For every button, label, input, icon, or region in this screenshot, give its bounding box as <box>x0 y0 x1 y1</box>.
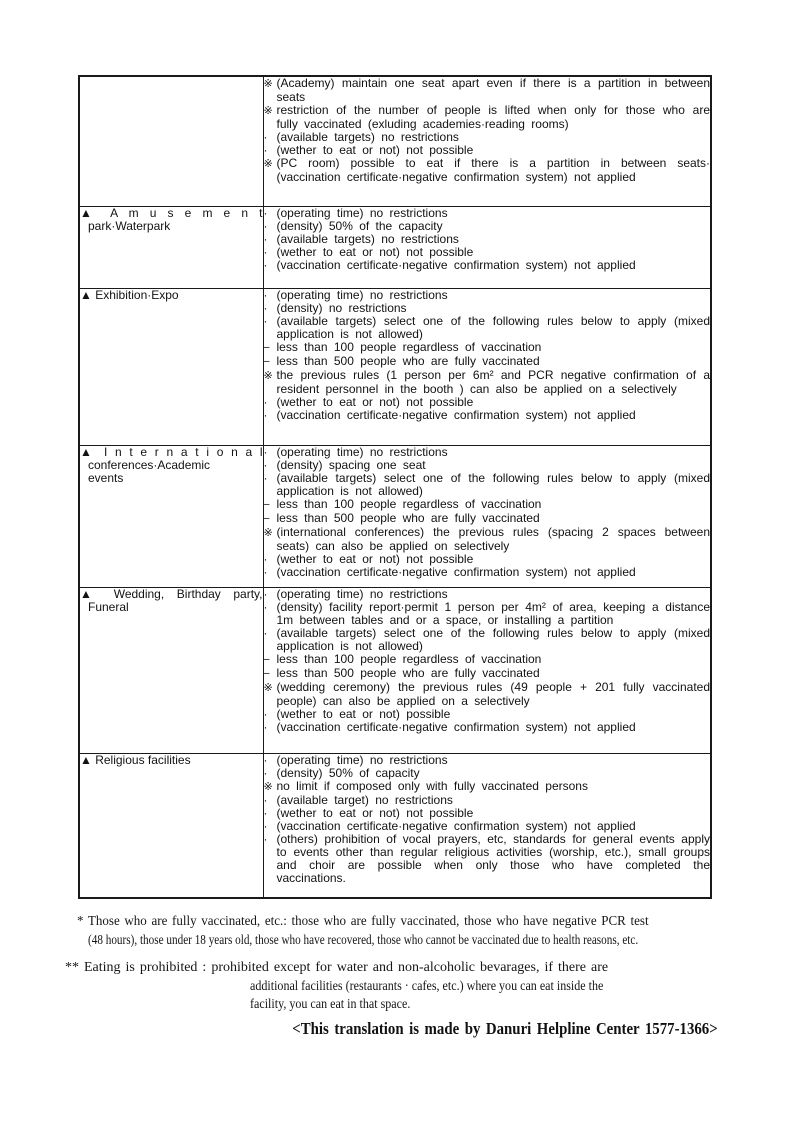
rule-item: ※ the previous rules (1 person per 6m² and PCR negative confirmation of a resident personnel in the booth ) can also be applied on a selectively <box>263 368 710 396</box>
category-label-line: events <box>88 471 124 485</box>
dot-bullet-icon: · <box>263 565 268 579</box>
translation-credit: <This translation is made by Danuri Helpline Center 1577-1366> <box>292 1019 718 1038</box>
rule-item: · (available targets) select one of the following rules below to apply (mixed application is not allowed) <box>263 626 710 653</box>
dash-bullet-icon: − <box>263 499 270 511</box>
reference-mark-icon: ※ <box>263 682 273 694</box>
rule-item: · (available targets) no restrictions <box>263 130 459 144</box>
rules-table <box>78 75 712 899</box>
dash-bullet-icon: − <box>263 668 270 680</box>
table-row <box>79 289 711 446</box>
dot-bullet-icon: · <box>263 832 268 846</box>
rule-item: − less than 500 people who are fully vaccinated <box>263 666 540 680</box>
footnote-line: ** Eating is prohibited : prohibited except for water and non-alcoholic bevarages, if there are <box>65 960 609 975</box>
dot-bullet-icon: · <box>263 766 268 780</box>
dot-bullet-icon: · <box>263 600 268 614</box>
dot-bullet-icon: · <box>263 819 268 833</box>
dot-bullet-icon: · <box>263 207 268 220</box>
reference-mark-icon: ※ <box>263 78 273 90</box>
category-cell <box>79 76 263 207</box>
reference-mark-icon: ※ <box>263 105 273 117</box>
dot-bullet-icon: · <box>263 258 268 272</box>
table-row <box>79 76 711 207</box>
rule-item: · (wether to eat or not) not possible <box>263 143 474 157</box>
rule-item: ※ no limit if composed only with fully vaccinated persons <box>263 779 588 793</box>
rules-cell <box>263 289 711 446</box>
rules-cell <box>263 446 711 588</box>
rule-item: ※ (international conferences) the previous rules (spacing 2 spaces between seats) can also be applied on selectively <box>263 525 710 553</box>
rule-item: · (operating time) no restrictions <box>263 588 448 601</box>
category-label-line: ▲ Wedding, Birthday party, <box>80 587 263 601</box>
rule-item: · (available targets) no restrictions <box>263 232 459 246</box>
dot-bullet-icon: · <box>263 446 268 459</box>
rule-item: ※ (wedding ceremony) the previous rules (49 people + 201 fully vaccinated people) can also be applied on a selectively <box>263 680 710 708</box>
dash-bullet-icon: − <box>263 342 270 354</box>
rule-item: · (wether to eat or not) not possible <box>263 806 474 820</box>
rule-item: · (wether to eat or not) not possible <box>263 395 474 409</box>
footnote-line: additional facilities (restaurants · cafes, etc.) where you can eat inside the <box>250 978 604 994</box>
rules-cell <box>263 754 711 899</box>
dot-bullet-icon: · <box>263 552 268 566</box>
dot-bullet-icon: · <box>263 793 268 807</box>
category-cell <box>79 588 263 754</box>
table-row <box>79 446 711 588</box>
rule-item: · (vaccination certificate·negative confirmation system) not applied <box>263 408 636 422</box>
rule-item: · (vaccination certificate·negative confirmation system) not applied <box>263 258 636 272</box>
category-cell <box>79 289 263 446</box>
footnote-line: facility, you can eat in that space. <box>250 997 411 1012</box>
category-label-line: ▲ A m u s e m e n t <box>80 206 263 220</box>
dot-bullet-icon: · <box>263 232 268 246</box>
category-label-line: ▲ Exhibition·Expo <box>80 288 179 302</box>
dot-bullet-icon: · <box>263 289 268 302</box>
rule-item: · (vaccination certificate·negative confirmation system) not applied <box>263 565 636 579</box>
rule-item: ※ restriction of the number of people is lifted when only for those who are fully vaccinated (exluding academies·reading rooms) <box>263 103 710 131</box>
dash-bullet-icon: − <box>263 513 270 525</box>
category-cell <box>79 446 263 588</box>
rule-item: · (operating time) no restrictions <box>263 446 448 459</box>
rule-item: − less than 500 people who are fully vaccinated <box>263 511 540 525</box>
reference-mark-icon: ※ <box>263 527 273 539</box>
footnote-eating-prohibited <box>65 959 661 1015</box>
rule-item: · (vaccination certificate·negative confirmation system) not applied <box>263 720 636 734</box>
footnote-fully-vaccinated <box>77 913 776 950</box>
dot-bullet-icon: · <box>263 408 268 422</box>
rule-item: · (wether to eat or not) possible <box>263 707 451 721</box>
table-row <box>79 207 711 289</box>
rule-item: · (density) 50% of the capacity <box>263 219 443 233</box>
reference-mark-icon: ※ <box>263 781 273 793</box>
category-label-line: conferences·Academic <box>88 458 211 472</box>
rule-item: · (density) 50% of capacity <box>263 766 420 780</box>
dot-bullet-icon: · <box>263 720 268 734</box>
table-row <box>79 588 711 754</box>
rule-item: · (operating time) no restrictions <box>263 289 448 302</box>
dot-bullet-icon: · <box>263 301 268 315</box>
rule-item: − less than 100 people regardless of vaccination <box>263 340 542 354</box>
rule-item: · (density) facility report·permit 1 person per 4m² of area, keeping a distance 1m between tables and or a space, or installing a partition <box>263 600 710 627</box>
table-row <box>79 754 711 899</box>
dot-bullet-icon: · <box>263 143 268 157</box>
category-label-line: Funeral <box>88 600 129 614</box>
dot-bullet-icon: · <box>263 458 268 472</box>
category-label-line: ▲ Religious facilities <box>80 753 191 767</box>
dot-bullet-icon: · <box>263 219 268 233</box>
category-cell <box>79 754 263 899</box>
dot-bullet-icon: · <box>263 395 268 409</box>
dot-bullet-icon: · <box>263 130 268 144</box>
dot-bullet-icon: · <box>263 314 268 328</box>
rule-item: ※ (Academy) maintain one seat apart even if there is a partition in between seats <box>263 77 710 104</box>
category-cell <box>79 207 263 289</box>
rule-item: − less than 500 people who are fully vaccinated <box>263 354 540 368</box>
rule-item: · (operating time) no restrictions <box>263 207 448 220</box>
rule-item: · (vaccination certificate·negative confirmation system) not applied <box>263 819 636 833</box>
rule-item: · (others) prohibition of vocal prayers, etc, standards for general events apply to events other than regular religious activities (worship, etc.), small groups and choir are possible when only those who have completed the vaccinations. <box>263 832 710 885</box>
rule-item: · (operating time) no restrictions <box>263 754 448 767</box>
rule-item: ※ (PC room) possible to eat if there is a partition in between seats· (vaccination certificate·negative confirmation system) not applied <box>263 156 710 184</box>
rule-item: · (wether to eat or not) not possible <box>263 245 474 259</box>
dot-bullet-icon: · <box>263 707 268 721</box>
rule-item: − less than 100 people regardless of vaccination <box>263 652 542 666</box>
reference-mark-icon: ※ <box>263 370 273 382</box>
dot-bullet-icon: · <box>263 754 268 767</box>
dot-bullet-icon: · <box>263 806 268 820</box>
rule-item: · (available targets) select one of the following rules below to apply (mixed application is not allowed) <box>263 314 710 341</box>
rule-item: · (density) spacing one seat <box>263 458 426 472</box>
rules-cell <box>263 76 711 207</box>
dot-bullet-icon: · <box>263 626 268 640</box>
reference-mark-icon: ※ <box>263 158 273 170</box>
category-label-line: park·Waterpark <box>88 219 171 233</box>
rule-item: · (density) no restrictions <box>263 301 407 315</box>
rules-cell <box>263 588 711 754</box>
footnote-line: (48 hours), those under 18 years old, those who have recovered, those who cannot be vaccinated due to health reasons, etc. <box>88 932 639 948</box>
dot-bullet-icon: · <box>263 588 268 601</box>
category-label-line: ▲ I n t e r n a t i o n a l <box>80 445 263 459</box>
dot-bullet-icon: · <box>263 245 268 259</box>
rule-item: · (available target) no restrictions <box>263 793 453 807</box>
dash-bullet-icon: − <box>263 654 270 666</box>
rule-item: · (available targets) select one of the following rules below to apply (mixed application is not allowed) <box>263 471 710 498</box>
dot-bullet-icon: · <box>263 471 268 485</box>
dash-bullet-icon: − <box>263 356 270 368</box>
rule-item: − less than 100 people regardless of vaccination <box>263 497 542 511</box>
footnote-line: * Those who are fully vaccinated, etc.: those who are fully vaccinated, those who have negative PCR test <box>77 914 649 929</box>
rules-cell <box>263 207 711 289</box>
rule-item: · (wether to eat or not) not possible <box>263 552 474 566</box>
